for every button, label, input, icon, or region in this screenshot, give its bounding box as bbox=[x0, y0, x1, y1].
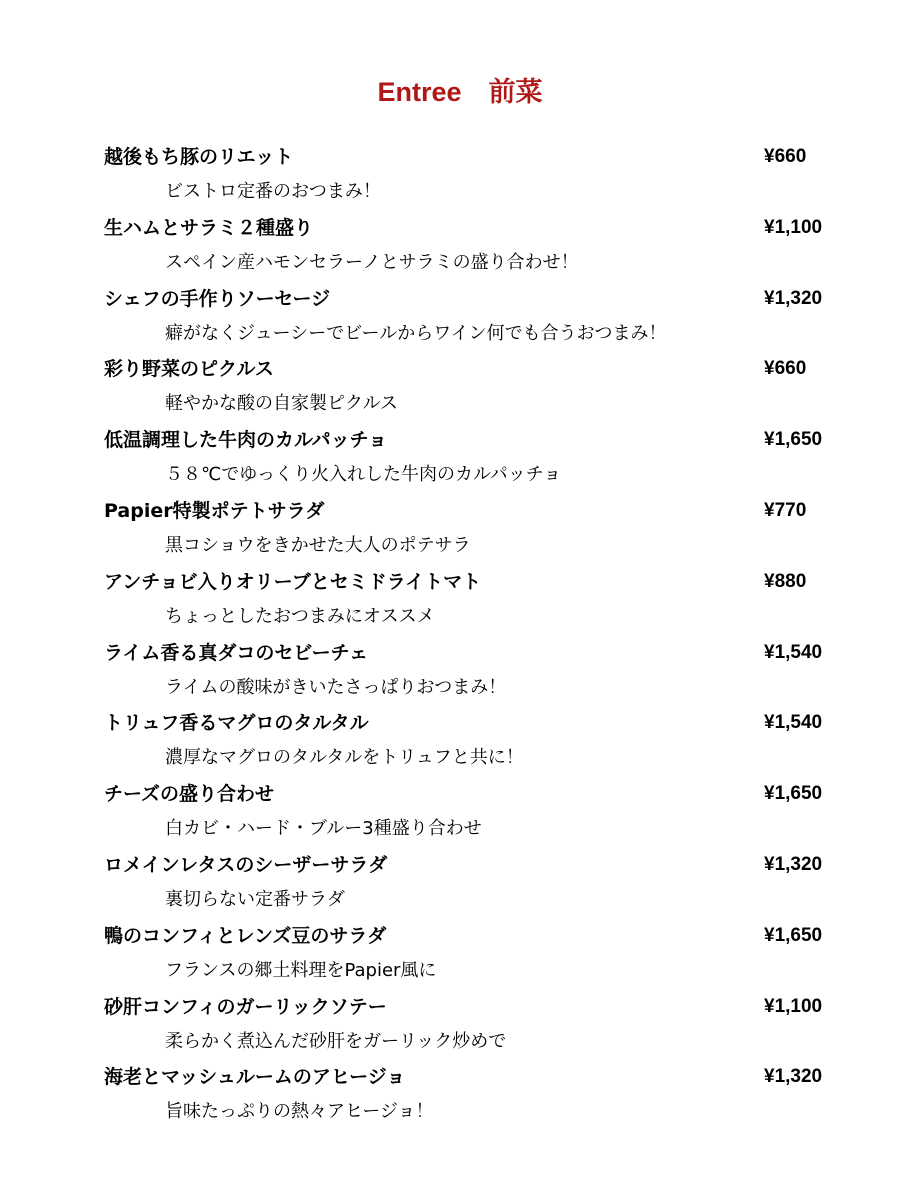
menu-item bbox=[0, 636, 900, 707]
menu-item-name: 砂肝コンフィのガーリックソテー bbox=[104, 995, 387, 1018]
menu-item-description: 裏切らない定番サラダ bbox=[165, 888, 345, 910]
menu-item bbox=[0, 848, 900, 919]
menu-item-description: 軽やかな酸の自家製ピクルス bbox=[165, 393, 398, 415]
menu-item bbox=[0, 282, 900, 353]
menu-item-description: ５８℃でゆっくり火入れした牛肉のカルパッチョ bbox=[165, 464, 562, 486]
menu-item-name: アンチョビ入りオリーブとセミドライトマト bbox=[104, 570, 482, 593]
menu-item-name: シェフの手作りソーセージ bbox=[104, 287, 331, 310]
menu-item-description: ライムの酸味がきいたさっぱりおつまみ！ bbox=[165, 676, 507, 698]
menu-item-description: 癖がなくジューシーでビールからワイン何でも合うおつまみ！ bbox=[165, 322, 667, 344]
menu-item-price: ¥770 bbox=[764, 499, 807, 521]
menu-item-price: ¥1,100 bbox=[764, 995, 823, 1017]
menu-item-price: ¥1,650 bbox=[764, 783, 823, 805]
menu-item-price: ¥1,540 bbox=[764, 712, 823, 734]
menu-item bbox=[0, 777, 900, 848]
menu-item-description: ちょっとしたおつまみにオススメ bbox=[165, 605, 435, 627]
menu-item-name: 鴨のコンフィとレンズ豆のサラダ bbox=[104, 924, 387, 947]
menu-item bbox=[0, 1060, 900, 1131]
menu-item-price: ¥660 bbox=[764, 358, 807, 380]
page-title: Entree 前菜 bbox=[377, 77, 543, 107]
menu-item-name: 越後もち豚のリエット bbox=[104, 146, 294, 168]
menu-item-description: ビストロ定番のおつまみ！ bbox=[165, 181, 381, 202]
menu-item-price: ¥660 bbox=[764, 146, 807, 167]
menu-item-name: ライム香る真ダコのセビーチェ bbox=[104, 641, 369, 664]
menu-item-price: ¥1,650 bbox=[764, 429, 823, 451]
menu-list bbox=[0, 140, 900, 1131]
menu-item-description: 旨味たっぷりの熱々アヒージョ！ bbox=[165, 1101, 434, 1123]
menu-item bbox=[0, 990, 900, 1061]
menu-item bbox=[0, 211, 900, 282]
menu-item-description: 白カビ・ハード・ブルー3種盛り合わせ bbox=[165, 818, 482, 840]
menu-item-price: ¥1,320 bbox=[764, 1066, 823, 1088]
menu-item-name: Papier特製ポテトサラダ bbox=[104, 499, 325, 522]
menu-item-price: ¥1,320 bbox=[764, 853, 823, 875]
menu-item-description: 濃厚なマグロのタルタルをトリュフと共に！ bbox=[165, 747, 524, 769]
menu-item-name: 彩り野菜のピクルス bbox=[104, 358, 274, 381]
menu-item-name: チーズの盛り合わせ bbox=[104, 783, 275, 806]
menu-item bbox=[0, 919, 900, 990]
menu-item-price: ¥1,540 bbox=[764, 641, 823, 663]
menu-item bbox=[0, 352, 900, 423]
menu-item-description: 黒コショウをきかせた大人のポテサラ bbox=[165, 534, 471, 556]
menu-item-description: 柔らかく煮込んだ砂肝をガーリック炒めで bbox=[165, 1030, 507, 1052]
menu-item bbox=[0, 565, 900, 636]
menu-item-name: 低温調理した牛肉のカルパッチョ bbox=[104, 429, 388, 452]
menu-item-price: ¥880 bbox=[764, 570, 807, 592]
menu-item bbox=[0, 494, 900, 565]
menu-item-name: 生ハムとサラミ２種盛り bbox=[104, 216, 314, 239]
menu-item-price: ¥1,100 bbox=[764, 216, 823, 238]
menu-item-name: ロメインレタスのシーザーサラダ bbox=[104, 853, 388, 876]
menu-item-name: 海老とマッシュルームのアヒージョ bbox=[104, 1066, 406, 1089]
menu-item bbox=[0, 706, 900, 777]
menu-item-description: フランスの郷土料理をPapier風に bbox=[165, 959, 437, 981]
menu-item bbox=[0, 423, 900, 494]
menu-item-description: スペイン産ハモンセラーノとサラミの盛り合わせ！ bbox=[165, 251, 579, 273]
menu-item-price: ¥1,650 bbox=[764, 924, 823, 946]
menu-item bbox=[0, 140, 900, 211]
menu-item-name: トリュフ香るマグロのタルタル bbox=[104, 712, 369, 735]
menu-item-price: ¥1,320 bbox=[764, 287, 823, 309]
